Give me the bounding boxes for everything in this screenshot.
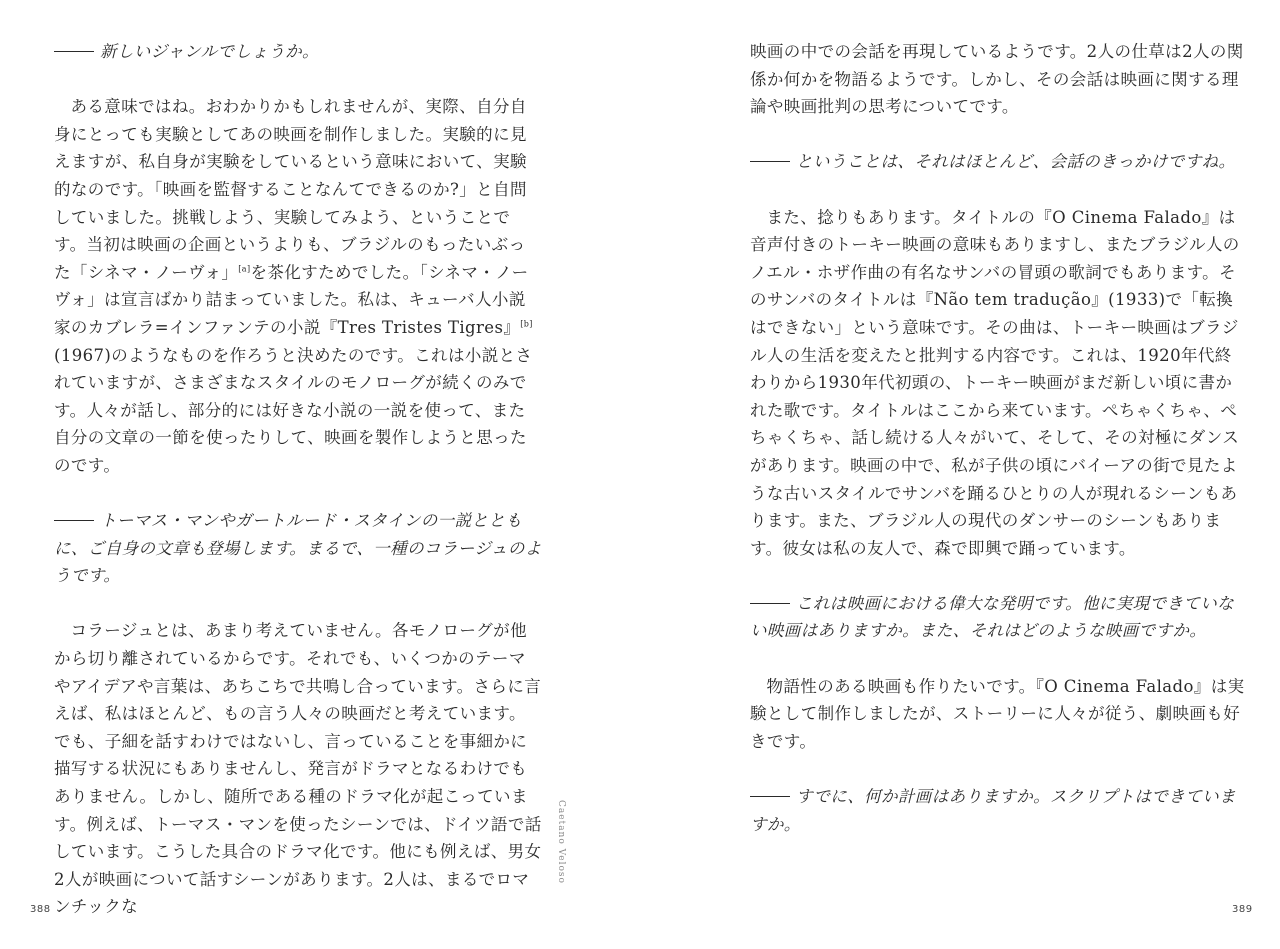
question-text: すでに、何か計画はありますか。スクリプトはできていますか。 [750,787,1236,834]
interview-question [750,590,1246,645]
interview-question [54,507,542,590]
running-head: Caetano Veloso [556,800,566,884]
right-page [640,0,1280,939]
answer-text: 映画の中での会話を再現しているようです。2人の仕草は2人の関係か何かを物語るようです。しかし、その会話は映画に関する理論や映画批判の思考についてです。 [750,42,1244,117]
footnote-marker-a[interactable]: [a] [238,264,251,274]
left-text-column [54,38,542,949]
interview-answer [54,617,542,921]
question-text: これは映画における偉大な発明です。他に実現できていない映画はありますか。また、それはどのような映画ですか。 [750,593,1235,641]
interview-answer [54,93,542,479]
em-dash-rule [54,520,94,521]
question-text: トーマス・マンやガートルード・スタインの一説とともに、ご自身の文章も登場します。まるで、一種のコラージュのようです。 [54,511,542,586]
page-number: 388 [30,904,51,915]
em-dash-rule [750,603,790,604]
interview-question [750,783,1246,838]
answer-text: また、捻りもあります。タイトルの『O Cinema Falado』は音声付きのトーキー映画の意味もありますし、またブラジル人のノエル・ホザ作曲の有名なサンバの冒頭の歌詞でもあります。そのサンバのタイトルは『Não tem tradução』(1933)で「転換はできない」という意味です。その曲は、トーキー映画はブラジル人の生活を変えたと批判する内容です。これは、1920年代終わりから1930年代初頭の、トーキー映画がまだ新しい頃に書かれた歌です。タイトルはここから来ています。ぺちゃくちゃ、ぺちゃくちゃ、話し続ける人々がいて、そして、その対極にダンスがあります。映画の中で、私が子供の頃にバイーアの街で見たような古いスタイルでサンバを踊るひとりの人が現れるシーンもあります。また、ブラジル人の現代のダンサーのシーンもあります。彼女は私の友人で、森で即興で踊っています。 [750,207,1240,558]
question-text: ということは、それはほとんど、会話のきっかけですね。 [796,152,1236,172]
interview-answer [750,204,1246,563]
interview-answer [750,673,1246,756]
question-text: 新しいジャンルでしょうか。 [100,42,319,61]
interview-question [54,38,542,66]
answer-text: 物語性のある映画も作りたいです。『O Cinema Falado』は実験として制作しましたが、ストーリーに人々が従う、劇映画も好きです。 [750,676,1245,751]
em-dash-rule [750,161,790,162]
answer-text: ある意味ではね。おわかりかもしれませんが、実際、自分自身にとっても実験としてあの映画を制作しました。実験的に見えますが、私自身が実験をしているという意味において、実験的なのです。「映画を監督することなんてできるのか?」と自問していました。挑戦しよう、実験してみよう、ということです。当初は映画の企画というよりも、ブラジルのもったいぶった「シネマ・ノーヴォ」 [54,97,527,282]
right-text-column [750,38,1246,866]
interview-answer-continued [750,38,1246,121]
em-dash-rule [54,51,94,52]
interview-question [750,148,1246,176]
footnote-marker-b[interactable]: [b] [520,319,533,329]
answer-text: を茶化すためでした。「シネマ・ノーヴォ」は宣言ばかり詰まっていました。私は、キューバ人小説家のカブレラ=インファンテの小説『Tres Tristes Tigres』 [54,262,529,337]
em-dash-rule [750,796,790,797]
answer-text: コラージュとは、あまり考えていません。各モノローグが他から切り離されているからです。それでも、いくつかのテーマやアイデアや言葉は、あちこちで共鳴し合っています。さらに言えば、私はほとんど、もの言う人々の映画だと考えています。でも、子細を話すわけではないし、言っていることを事細かに描写する状況にもありませんし、発言がドラマとなるわけでもありません。しかし、随所である種のドラマ化が起こっています。例えば、トーマス・マンを使ったシーンでは、ドイツ語で話しています。こうした具合のドラマ化です。他にも例えば、男女2人が映画について話すシーンがあります。2人は、まるでロマンチックな [54,621,542,917]
page-number: 389 [1232,904,1253,915]
answer-text: (1967)のようなものを作ろうと決めたのです。これは小説とされていますが、さまざまなスタイルのモノローグが続くのみです。人々が話し、部分的には好きな小説の一説を使って、また自分の文章の一節を使ったりして、映画を製作しようと思ったのです。 [54,345,533,475]
left-page [0,0,640,939]
